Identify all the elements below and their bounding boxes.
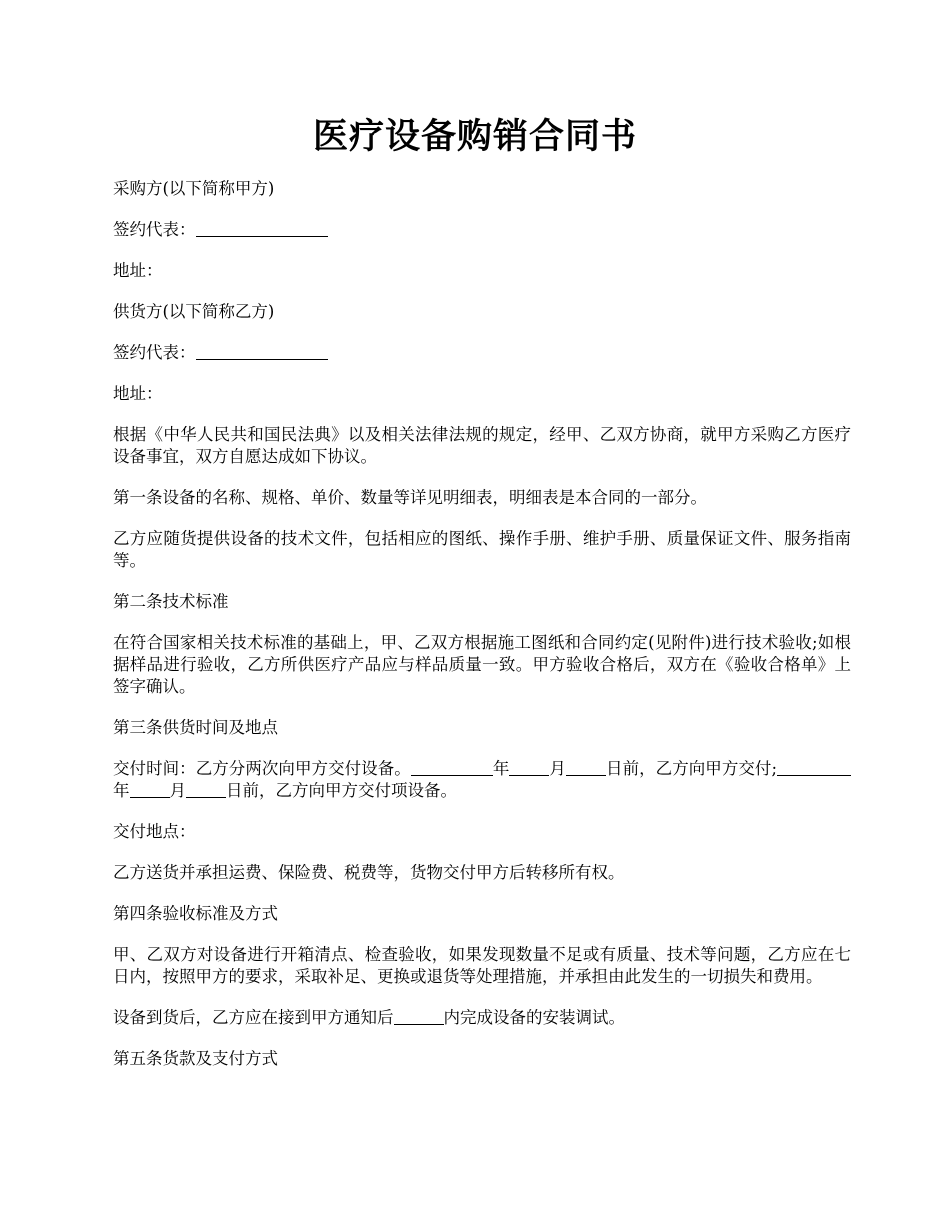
buyer-representative-line [113, 219, 851, 241]
delivery-time-paragraph [113, 758, 851, 802]
buyer-line: 采购方(以下简称甲方) [113, 179, 275, 198]
seller-representative-label: 签约代表： [113, 343, 196, 362]
document-title: 医疗设备购销合同书 [312, 116, 637, 157]
article-4-heading: 第四条验收标准及方式 [113, 904, 278, 923]
article-2-paragraph: 在符合国家相关技术标准的基础上，甲、乙双方根据施工图纸和合同约定(见附件)进行技术验收;如根据样品进行验收，乙方所供医疗产品应与样品质量一致。甲方验收合格后，双方在《验收合格单》上签字确认。 [113, 633, 851, 696]
buyer-address-line: 地址： [113, 261, 163, 280]
month-blank-1 [509, 759, 549, 776]
delivery-time-intro: 交付时间：乙方分两次向甲方交付设备。 [113, 759, 411, 778]
buyer-representative-label: 签约代表： [113, 220, 196, 239]
installation-intro: 设备到货后，乙方应在接到甲方通知后 [113, 1008, 394, 1027]
seller-representative-blank [196, 343, 328, 360]
day-label-2: 日前，乙方向甲方交付项设备。 [226, 781, 457, 800]
buyer-representative-blank [196, 220, 328, 237]
installation-days-blank [394, 1008, 444, 1025]
article-3-heading: 第三条供货时间及地点 [113, 718, 278, 737]
month-label-2: 月 [169, 781, 186, 800]
article-1-paragraph: 第一条设备的名称、规格、单价、数量等详见明细表，明细表是本合同的一部分。 [113, 488, 707, 507]
year-blank-1 [411, 759, 493, 776]
document-body [113, 178, 851, 1089]
day-blank-1 [566, 759, 606, 776]
year-label-1: 年 [492, 759, 510, 778]
installation-paragraph [113, 1007, 851, 1029]
installation-outro: 内完成设备的安装调试。 [443, 1008, 625, 1027]
article-5-heading: 第五条货款及支付方式 [113, 1049, 278, 1068]
technical-documents-paragraph: 乙方应随货提供设备的技术文件，包括相应的图纸、操作手册、维护手册、质量保证文件、服务指南等。 [113, 529, 851, 570]
year-blank-2a [777, 759, 785, 776]
seller-representative-line [113, 342, 851, 364]
month-label-1: 月 [549, 759, 566, 778]
year-blank-2b [785, 759, 851, 776]
article-4-paragraph: 甲、乙双方对设备进行开箱清点、检查验收，如果发现数量不足或有质量、技术等问题，乙方应在七日内，按照甲方的要求，采取补足、更换或退货等处理措施，并承担由此发生的一切损失和费用。 [113, 945, 851, 986]
seller-address-line: 地址： [113, 384, 163, 403]
delivery-place-line: 交付地点： [113, 822, 196, 841]
preamble-paragraph: 根据《中华人民共和国民法典》以及相关法律法规的规定，经甲、乙双方协商，就甲方采购乙方医疗设备事宜，双方自愿达成如下协议。 [113, 425, 851, 466]
delivery-terms-paragraph: 乙方送货并承担运费、保险费、税费等，货物交付甲方后转移所有权。 [113, 863, 625, 882]
month-blank-2 [130, 781, 170, 798]
day-blank-2 [186, 781, 226, 798]
seller-line: 供货方(以下简称乙方) [113, 302, 275, 321]
article-2-heading: 第二条技术标准 [113, 592, 229, 611]
day-label-1: 日前，乙方向甲方交付; [605, 759, 778, 778]
year-label-2: 年 [113, 781, 130, 800]
